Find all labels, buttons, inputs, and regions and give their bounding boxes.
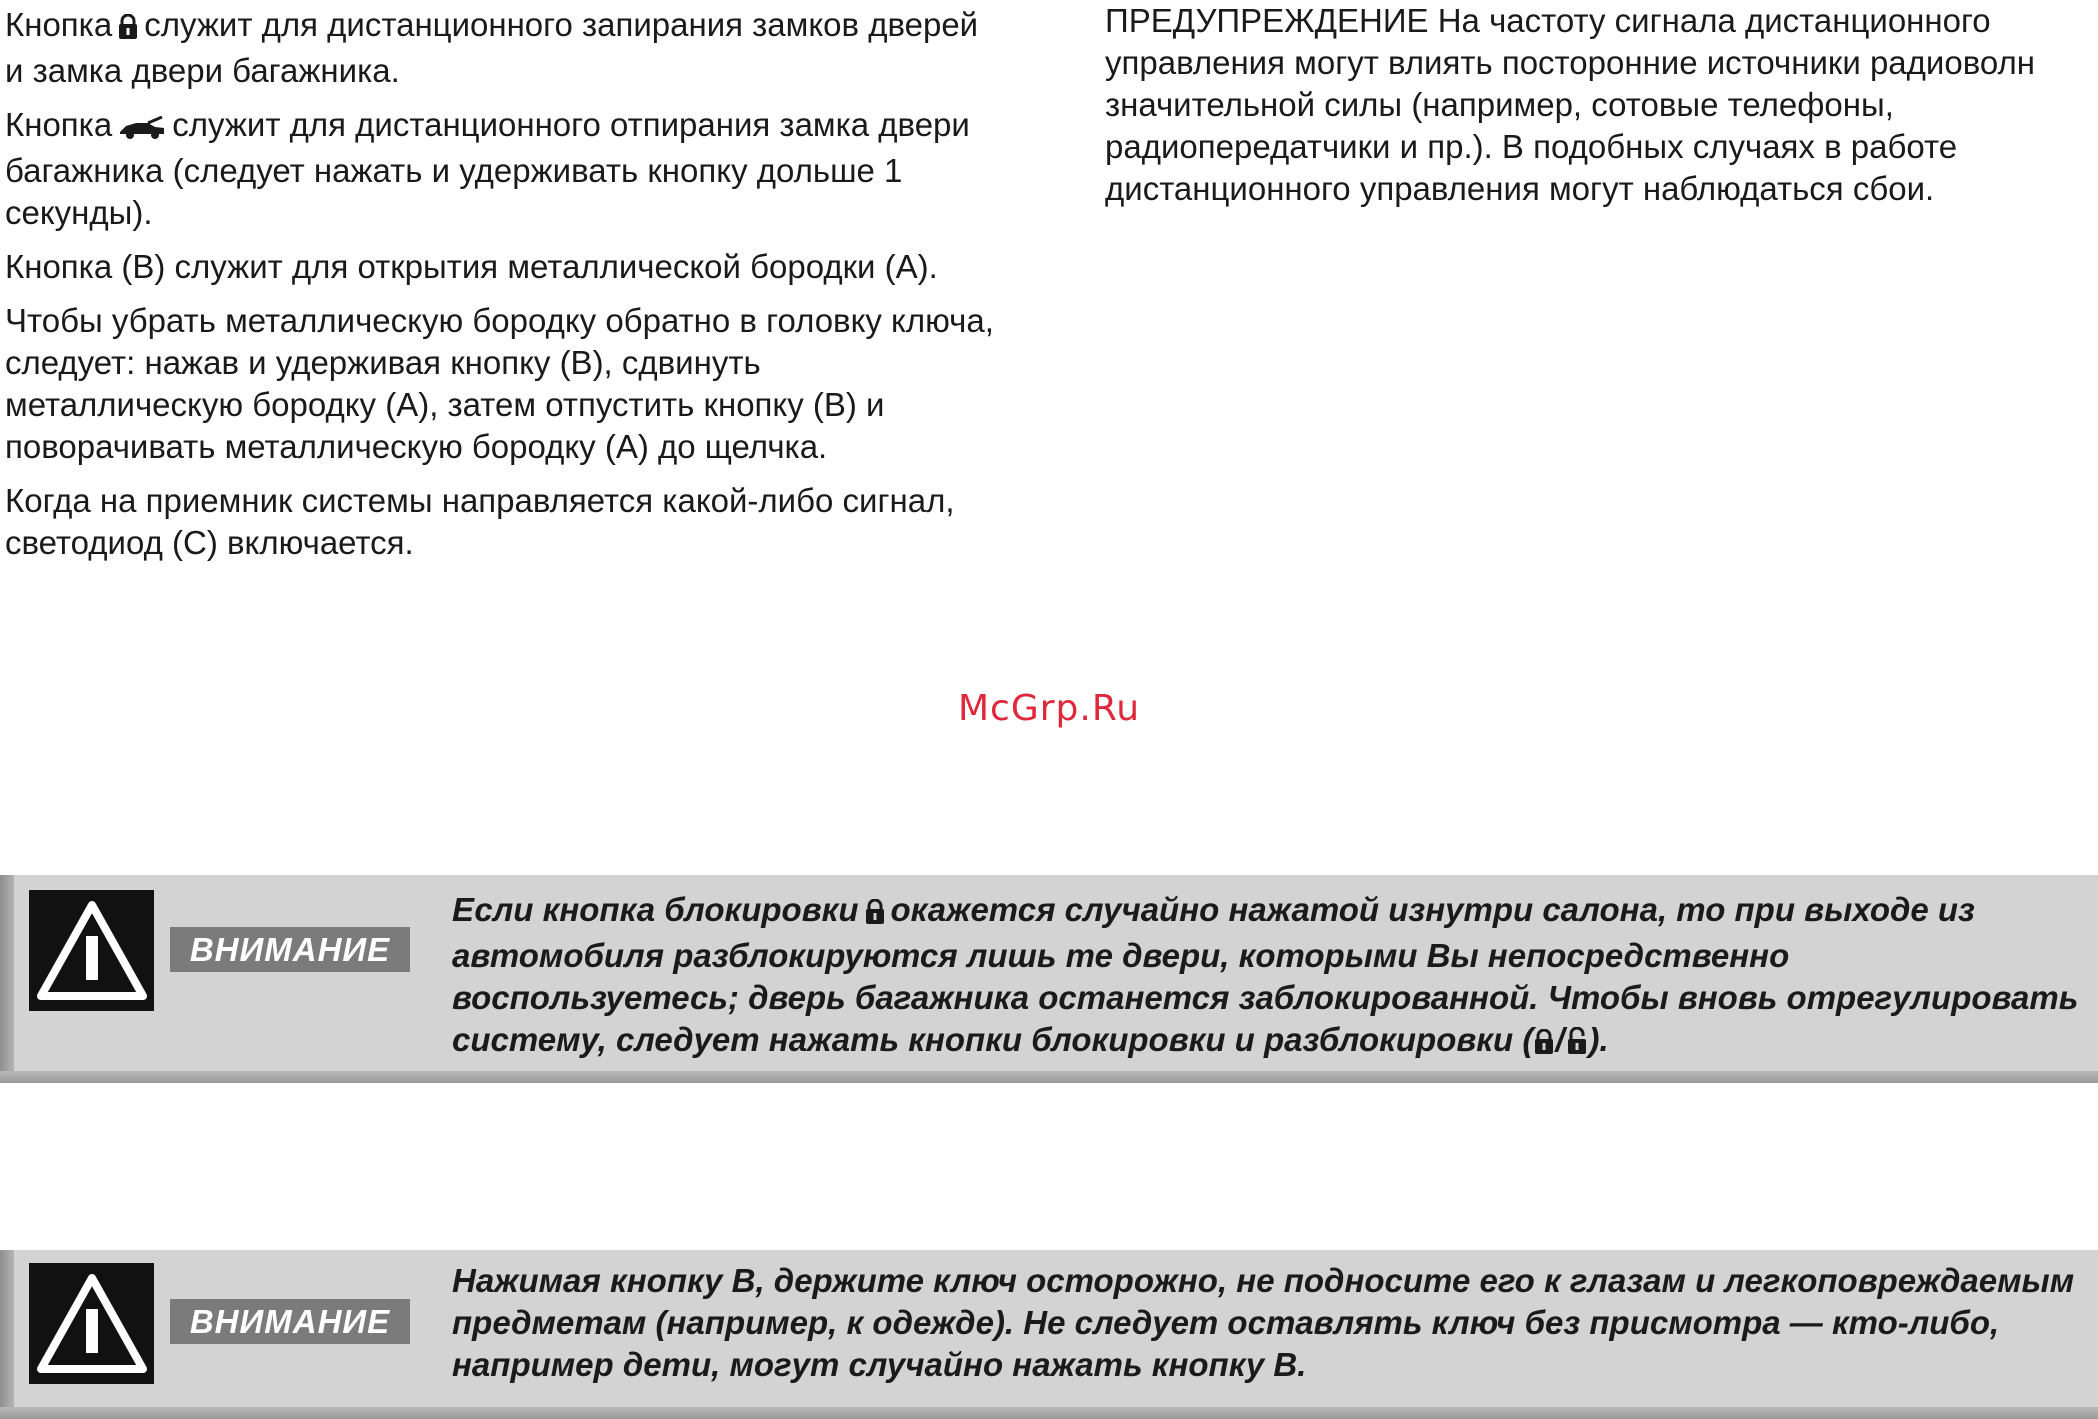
warning-triangle-icon [29, 1263, 154, 1384]
paragraph-retract-blade: Чтобы убрать металлическую бородку обратно в головку ключа, следует: нажав и удерживая кнопку (В), сдвинуть металлическую бородку (А), затем отпустить кнопку (В) и поворачивать металлическую бородку (А) до щелчка. [5, 302, 994, 465]
warning-text: Если кнопка блокировки окажется случайно нажатой изнутри салона, то при выходе из автомобиля разблокируются лишь те двери, которыми Вы непосредственно воспользуетесь; дверь багажника останется заблокированной. Чтобы вновь отрегулировать систему, следует нажать кнопки блокировки и разблокировки ( / ). [452, 889, 2082, 1065]
car-trunk-icon [118, 108, 166, 150]
warning-badge: ВНИМАНИЕ [170, 927, 410, 972]
lock-icon [118, 8, 138, 50]
watermark: McGrp.Ru [957, 688, 1141, 729]
paragraph-trunk-button: Кнопка служит для дистанционного отпирания замка двери багажника (следует нажать и удерживать кнопку дольше 1 секунды). [5, 106, 970, 231]
right-column [1105, 0, 2095, 222]
warning-badge: ВНИМАНИЕ [170, 1299, 410, 1344]
left-column [5, 4, 1005, 576]
paragraph-lock-button: Кнопка служит для дистанционного запирания замков дверей и замка двери багажника. [5, 6, 979, 89]
warning-box-2 [0, 1250, 2098, 1419]
lock-icon [865, 893, 885, 935]
unlock-icon [1566, 1023, 1588, 1065]
warning-text: Нажимая кнопку В, держите ключ осторожно, не подносите его к глазам и легкоповреждаемым предметам (например, к одежде). Не следует оставлять ключ без присмотра — кто-либо, например дети, могут случайно нажать кнопку В. [452, 1262, 2075, 1383]
warning-triangle-icon [29, 890, 154, 1011]
lock-icon [1534, 1023, 1554, 1065]
warning-note: ПРЕДУПРЕЖДЕНИЕ На частоту сигнала дистанционного управления могут влиять посторонние источники радиоволн значительной силы (например, сотовые телефоны, радиопередатчики и пр.). В подобных случаях в работе дистанционного управления могут наблюдаться сбои. [1105, 2, 2035, 207]
paragraph-led: Когда на приемник системы направляется какой-либо сигнал, светодиод (С) включается. [5, 482, 955, 561]
warning-box-1 [0, 875, 2098, 1083]
paragraph-button-b: Кнопка (В) служит для открытия металлической бородки (А). [5, 248, 938, 285]
